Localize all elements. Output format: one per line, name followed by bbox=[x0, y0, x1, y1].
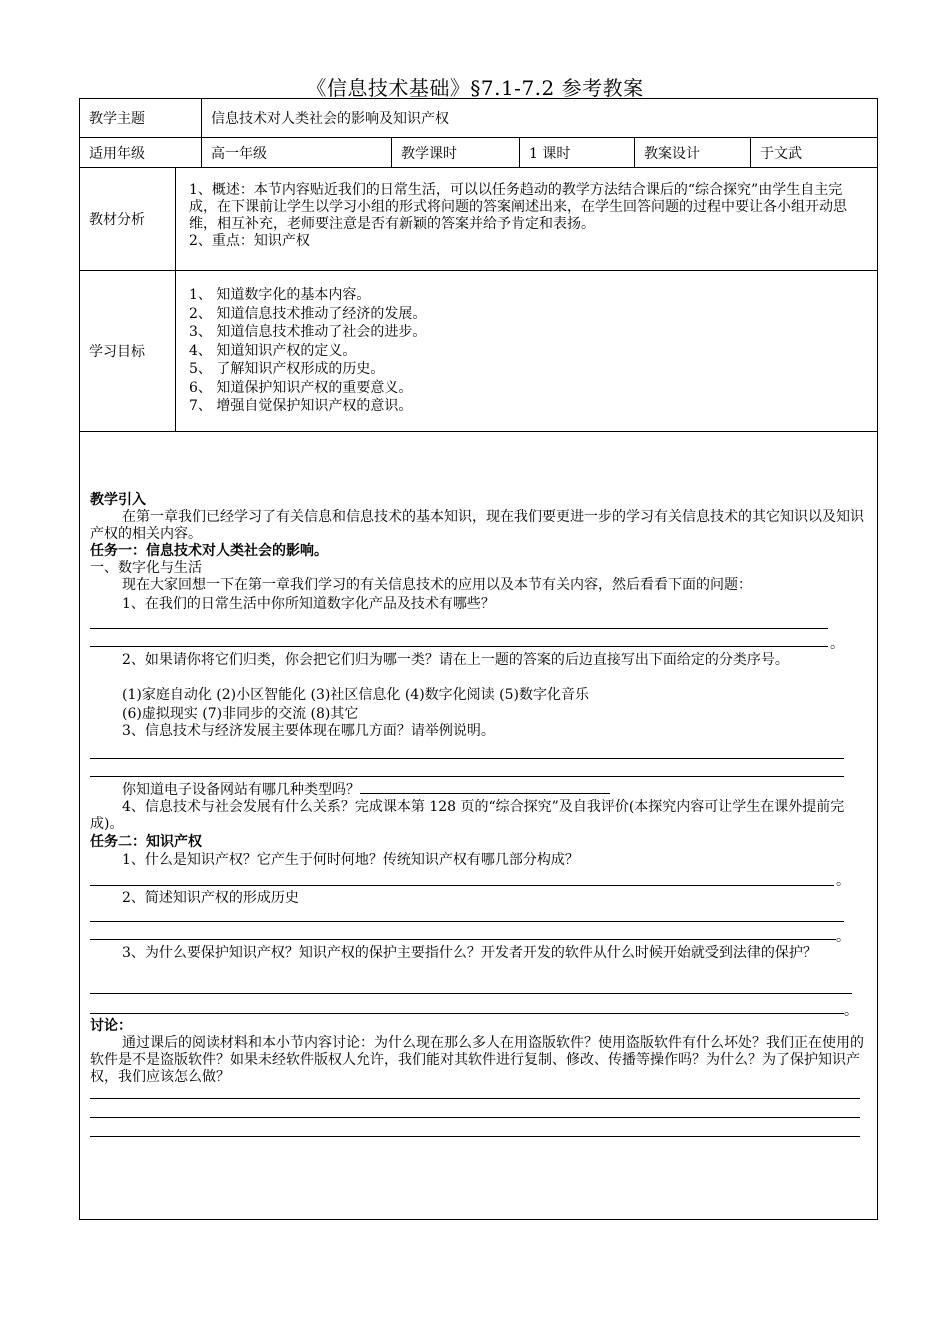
design-label: 教案设计 bbox=[634, 138, 750, 167]
goal-item: 4、 知道知识产权的定义。 bbox=[189, 342, 357, 359]
answer-line bbox=[90, 776, 844, 777]
goals-content bbox=[175, 271, 877, 431]
answer-line bbox=[90, 758, 844, 759]
analysis-row bbox=[80, 168, 877, 271]
goals-list bbox=[185, 286, 426, 416]
answer-line bbox=[90, 921, 844, 922]
question-1: 1、在我们的日常生活中你所知道数字化产品及技术有哪些？ bbox=[122, 596, 495, 612]
analysis-content bbox=[175, 168, 877, 270]
design-value: 于文武 bbox=[750, 138, 877, 167]
lesson-plan-table bbox=[79, 98, 878, 1220]
hours-value: 1 课时 bbox=[519, 138, 634, 167]
intro-text: 在第一章我们已经学习了有关信息和信息技术的基本知识，现在我们要更进一步的学习有关信息技术的其它知识以及知识产权的相关内容。 bbox=[90, 509, 864, 542]
question-2: 2、如果请你将它们归类，你会把它们归为哪一类？请在上一题的答案的后边直接写出下面给定的分类序号。 bbox=[122, 652, 789, 668]
goal-item: 1、 知道数字化的基本内容。 bbox=[189, 287, 371, 303]
answer-period: 。 bbox=[830, 636, 844, 652]
question-3b-text: 你知道电子设备网站有哪几种类型吗？ bbox=[122, 782, 360, 798]
analysis-keypoint: 2、重点：知识产权 bbox=[189, 233, 310, 249]
goals-row bbox=[80, 271, 877, 432]
task2-question-1: 1、什么是知识产权？它产生于何时何地？传统知识产权有哪几部分构成？ bbox=[122, 852, 579, 868]
grade-label: 适用年级 bbox=[89, 145, 145, 162]
answer-line bbox=[90, 1098, 860, 1099]
answer-line bbox=[90, 1136, 860, 1137]
topic-row bbox=[80, 99, 877, 138]
question-3b bbox=[90, 779, 872, 799]
answer-line bbox=[90, 628, 828, 629]
grade-value: 高一年级 bbox=[201, 138, 391, 167]
subsection-digital-life: 一、数字化与生活 bbox=[90, 560, 202, 576]
recall-text: 现在大家回想一下在第一章我们学习的有关信息技术的应用以及本节有关内容，然后看看下面的问题： bbox=[122, 577, 752, 593]
question-4: 4、信息技术与社会发展有什么关系？完成课本第 128 页的“综合探究”及自我评价(本探究内容可让学生在课外提前完成)。 bbox=[90, 799, 845, 832]
goal-item: 5、 了解知识产权形成的历史。 bbox=[189, 361, 385, 377]
intro-heading: 教学引入 bbox=[90, 492, 146, 508]
analysis-label: 教材分析 bbox=[89, 212, 145, 228]
discussion-heading: 讨论： bbox=[90, 1018, 132, 1034]
answer-line bbox=[90, 1117, 860, 1118]
answer-period: 。 bbox=[836, 873, 850, 889]
task1-heading: 任务一：信息技术对人类社会的影响。 bbox=[90, 543, 328, 559]
categories-line-1: (1)家庭自动化 (2)小区智能化 (3)社区信息化 (4)数字化阅读 (5)数字化音乐 bbox=[122, 687, 589, 703]
answer-line bbox=[90, 993, 852, 994]
task2-question-3: 3、为什么要保护知识产权？知识产权的保护主要指什么？开发者开发的软件从什么时候开始就受到法律的保护？ bbox=[122, 945, 817, 961]
goal-item: 3、 知道信息技术推动了社会的进步。 bbox=[189, 324, 427, 340]
answer-blank bbox=[360, 779, 610, 794]
topic-label: 教学主题 bbox=[89, 111, 145, 127]
discussion-text: 通过课后的阅读材料和本小节内容讨论：为什么现在那么多人在用盗版软件？使用盗版软件有什么坏处？我们正在使用的软件是不是盗版软件？如果未经软件版权人允许，我们能对其软件进行复制、修改、传播等操作吗？为什么？为了保护知识产权，我们应该怎么做？ bbox=[90, 1035, 864, 1085]
hours-label: 教学课时 bbox=[391, 138, 519, 167]
goal-item: 7、 增强自觉保护知识产权的意识。 bbox=[189, 398, 413, 414]
lesson-body bbox=[80, 432, 877, 1219]
page-title: 《信息技术基础》§7.1-7.2 参考教案 bbox=[306, 76, 644, 100]
answer-period: 。 bbox=[844, 1003, 858, 1019]
question-3: 3、信息技术与经济发展主要体现在哪几方面？请举例说明。 bbox=[122, 723, 495, 739]
goal-item: 2、 知道信息技术推动了经济的发展。 bbox=[189, 305, 427, 322]
info-row bbox=[80, 138, 877, 168]
goal-item: 6、 知道保护知识产权的重要意义。 bbox=[189, 379, 413, 396]
task2-heading: 任务二：知识产权 bbox=[90, 834, 202, 850]
answer-period: 。 bbox=[836, 929, 850, 945]
answer-line bbox=[90, 646, 828, 647]
categories-line-2: (6)虚拟现实 (7)非同步的交流 (8)其它 bbox=[122, 706, 359, 722]
task2-question-2: 2、简述知识产权的形成历史 bbox=[122, 890, 299, 906]
analysis-overview: 1、概述：本节内容贴近我们的日常生活，可以以任务趋动的教学方法结合课后的“综合探究”由学生自主完成，在下课前让学生以学习小组的形式将问题的答案阐述出来，在学生回答问题的过程中要让各小组开动思维，相互补充，老师要注意是否有新颖的答案并给予肯定和表扬。 bbox=[189, 182, 847, 232]
answer-line bbox=[90, 885, 834, 886]
goals-label: 学习目标 bbox=[89, 344, 145, 360]
topic-value: 信息技术对人类社会的影响及知识产权 bbox=[201, 99, 877, 137]
answer-line bbox=[90, 939, 836, 940]
answer-line bbox=[90, 1013, 844, 1014]
